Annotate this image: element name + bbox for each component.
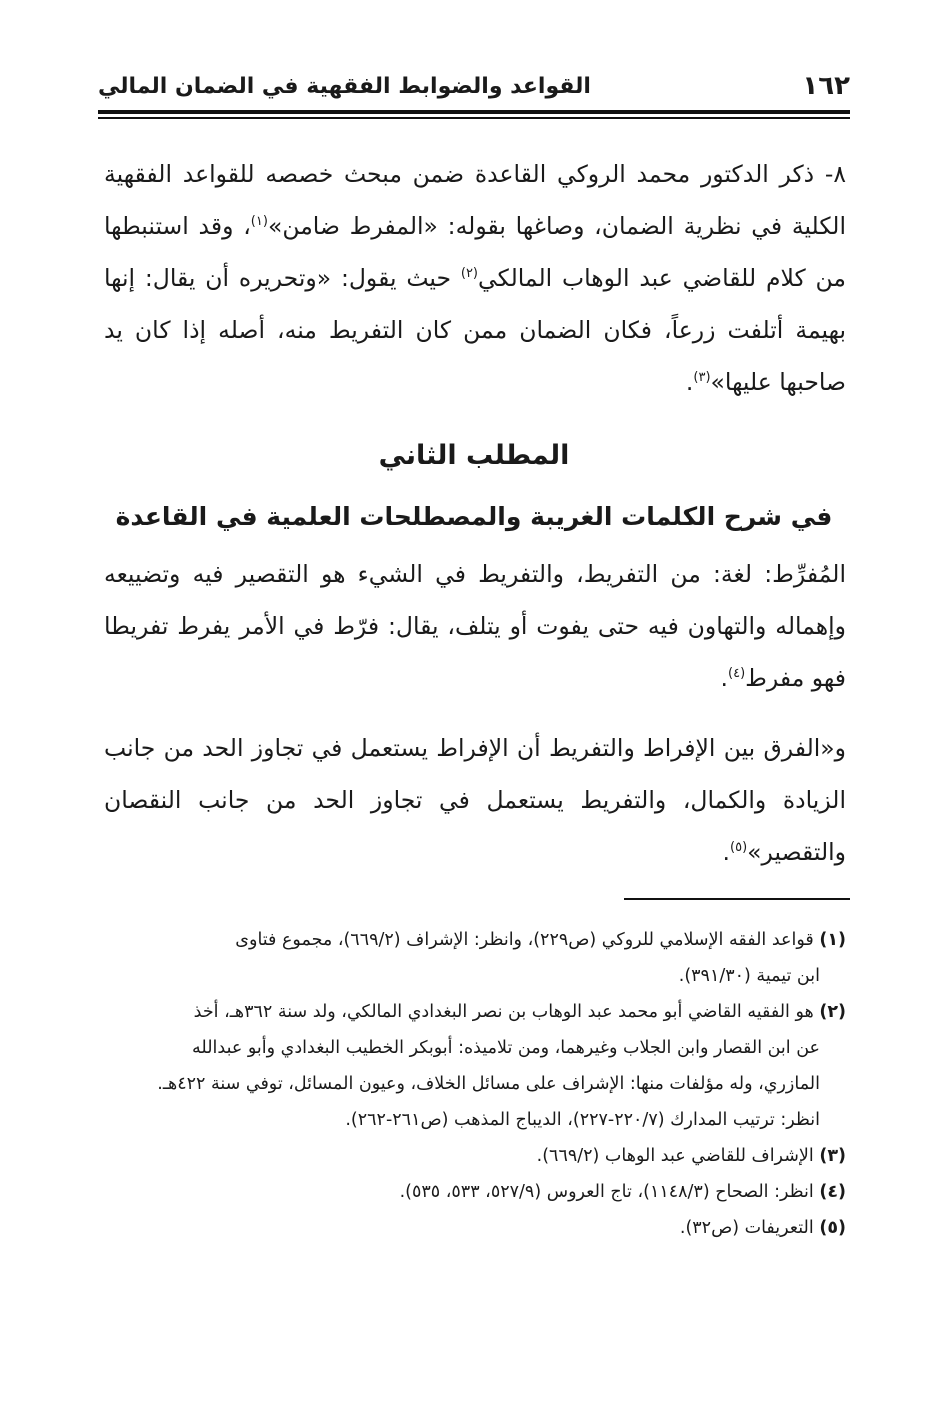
paragraph-text: المُفرِّط: لغة: من التفريط، والتفريط في الشيء هو التقصير فيه وتضييعه وإهماله والتهاون فيه حتى يفوت أو يتلف، يقال: فرّط في الأمر يفرط تفريطا فهو مفرط <box>104 560 846 692</box>
running-title: القواعد والضوابط الفقهية في الضمان المالي <box>98 73 591 99</box>
paragraph-text: و«الفرق بين الإفراط والتفريط أن الإفراط يستعمل في تجاوز الحد من جانب الزيادة والكمال، والتفريط يستعمل في تجاوز الحد من جانب النقصان والتقصير» <box>104 734 846 866</box>
header-rule-thin <box>98 117 850 119</box>
footnote-1 <box>104 922 846 994</box>
footnotes <box>104 922 846 1246</box>
footnote-text: الإشراف للقاضي عبد الوهاب (٦٦٩/٢). <box>536 1146 814 1166</box>
footnote-4 <box>104 1174 846 1210</box>
footnote-mark: (٢) <box>819 1002 846 1022</box>
footnote-2 <box>104 994 846 1138</box>
footnote-ref-3[interactable]: (٣) <box>693 370 711 386</box>
footnote-text: المازري، وله مؤلفات منها: الإشراف على مسائل الخلاف، وعيون المسائل، توفي سنة ٤٢٢هـ. <box>157 1074 820 1094</box>
paragraph-text: ٨- ذكر الدكتور محمد الروكي القاعدة ضمن مبحث خصصه للقواعد الفقهية الكلية في نظرية الضمان، وصاغها بقوله: «المفرط ضامن» <box>104 160 846 240</box>
footnote-text: التعريفات (ص٣٢). <box>679 1218 814 1238</box>
footnote-3 <box>104 1138 846 1174</box>
footnote-separator <box>624 898 850 900</box>
paragraph-text: . <box>720 664 728 692</box>
footnote-text: عن ابن القصار وابن الجلاب وغيرهما، ومن تلاميذه: أبوبكر الخطيب البغدادي وأبو عبدالله <box>192 1038 820 1058</box>
paragraph-text: ، وقد استنبطها من كلام للقاضي عبد الوهاب المالكي <box>104 212 846 292</box>
footnote-ref-1[interactable]: (١) <box>250 214 268 230</box>
footnote-ref-4[interactable]: (٤) <box>728 666 746 682</box>
footnote-mark: (١) <box>819 930 846 950</box>
page-number: ١٦٢ <box>802 71 850 101</box>
header-rule-thick <box>98 110 850 114</box>
footnote-text: قواعد الفقه الإسلامي للروكي (ص٢٢٩)، وانظر: الإشراف (٦٦٩/٢)، مجموع فتاوى <box>235 930 814 950</box>
section-heading: المطلب الثاني <box>378 440 570 471</box>
footnote-mark: (٥) <box>819 1218 846 1238</box>
footnote-text: هو الفقيه القاضي أبو محمد عبد الوهاب بن نصر البغدادي المالكي، ولد سنة ٣٦٢هـ، أخذ <box>193 1002 814 1022</box>
footnote-mark: (٣) <box>819 1146 846 1166</box>
paragraph-mufrit-definition <box>104 548 846 704</box>
paragraph-text: . <box>722 838 731 866</box>
footnote-ref-5[interactable]: (٥) <box>730 840 748 856</box>
section-subheading: في شرح الكلمات الغريبة والمصطلحات العلمية في القاعدة <box>115 502 833 531</box>
footnote-text: ابن تيمية (٣٩١/٣٠). <box>678 966 820 986</box>
footnote-text: انظر: ترتيب المدارك (٢٢٠/٧-٢٢٧)، الديباج المذهب (ص٢٦١-٢٦٢). <box>345 1110 820 1130</box>
paragraph-8 <box>104 148 846 408</box>
paragraph-ifrat-tafrit-difference <box>104 722 846 878</box>
paragraph-text: حيث يقول: «وتحريره أن يقال: إنها بهيمة أتلفت زرعاً، فكان الضمان ممن كان التفريط منه، أصله إذا كان يد صاحبها عليها» <box>104 264 846 396</box>
page-header <box>98 66 850 106</box>
footnote-5 <box>104 1210 846 1246</box>
footnote-mark: (٤) <box>819 1182 846 1202</box>
footnote-ref-2[interactable]: (٢) <box>460 266 478 282</box>
paragraph-text: . <box>685 368 694 396</box>
footnote-text: انظر: الصحاح (١١٤٨/٣)، تاج العروس (٥٢٧/٩، ٥٣٣، ٥٣٥). <box>399 1182 814 1202</box>
